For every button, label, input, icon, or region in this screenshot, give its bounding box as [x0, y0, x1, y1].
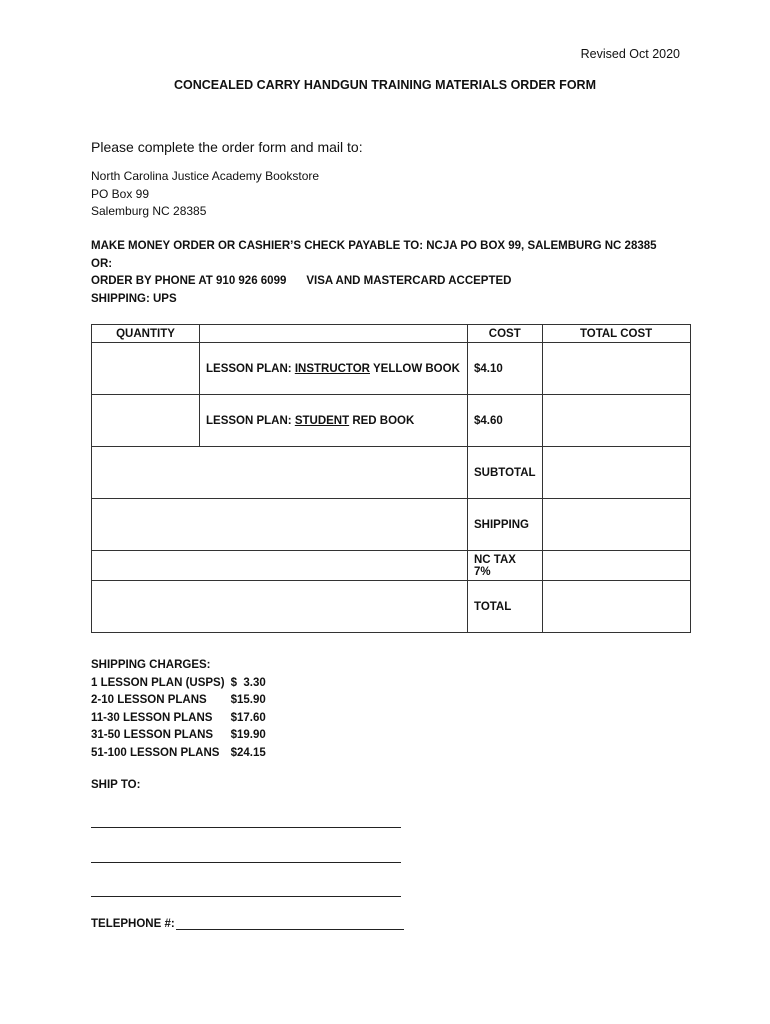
table-header-row — [92, 325, 691, 343]
quantity-input-cell[interactable] — [92, 343, 200, 395]
item-description — [200, 395, 468, 447]
table-row — [92, 343, 691, 395]
address-line: PO Box 99 — [91, 186, 150, 201]
item-description — [200, 343, 468, 395]
item-type: STUDENT — [294, 414, 350, 427]
phone-order-line — [91, 273, 657, 291]
tax-row — [92, 551, 691, 581]
total-input-cell[interactable] — [542, 581, 690, 633]
item-prefix: LESSON PLAN: — [206, 362, 295, 375]
ship-to-label: SHIP TO: — [91, 779, 141, 791]
item-suffix: RED BOOK — [349, 414, 415, 427]
total-cost-input-cell[interactable] — [542, 343, 690, 395]
charge-label: 1 LESSON PLAN (USPS) — [91, 676, 225, 689]
total-label: TOTAL — [468, 581, 543, 633]
total-row — [92, 581, 691, 633]
item-suffix: YELLOW BOOK — [370, 362, 460, 375]
unit-cost: $4.10 — [468, 343, 543, 395]
phone-order-text: ORDER BY PHONE AT 910 926 6099 — [91, 275, 287, 287]
order-table — [91, 324, 691, 633]
list-item — [91, 675, 266, 693]
shipping-charges-heading: SHIPPING CHARGES: — [91, 659, 211, 671]
total-cost-input-cell[interactable] — [542, 395, 690, 447]
revision-date: Revised Oct 2020 — [580, 47, 680, 61]
blank-cell — [92, 551, 468, 581]
shipping-label: SHIPPING — [468, 499, 543, 551]
item-prefix: LESSON PLAN: — [206, 414, 295, 427]
payable-to-text: MAKE MONEY ORDER OR CASHIER’S CHECK PAYABLE TO: NCJA PO BOX 99, SALEMBURG NC 28385 — [91, 240, 657, 252]
charge-label: 51-100 LESSON PLANS — [91, 746, 220, 759]
telephone-line[interactable] — [176, 917, 404, 930]
cost-header: COST — [468, 325, 543, 343]
list-item — [91, 710, 266, 728]
charge-price: $15.90 — [230, 694, 266, 706]
form-title: CONCEALED CARRY HANDGUN TRAINING MATERIALS ORDER FORM — [174, 78, 596, 92]
telephone-label: TELEPHONE #: — [91, 918, 175, 930]
shipping-charges-list — [91, 675, 266, 763]
item-type: INSTRUCTOR — [294, 362, 370, 375]
address-line: Salemburg NC 28385 — [91, 204, 207, 218]
payment-instructions — [91, 238, 657, 308]
subtotal-label: SUBTOTAL — [468, 447, 543, 499]
charge-price: $19.90 — [230, 729, 266, 741]
tax-label: NC TAX 7% — [468, 551, 543, 581]
blank-cell — [92, 581, 468, 633]
charge-price: $17.60 — [230, 711, 266, 724]
unit-cost: $4.60 — [468, 395, 543, 447]
intro-text: Please complete the order form and mail to: — [91, 139, 363, 155]
telephone-field — [91, 917, 404, 930]
cards-accepted-text: VISA AND MASTERCARD ACCEPTED — [306, 275, 512, 287]
ship-to-line-3[interactable] — [91, 895, 401, 897]
shipping-row — [92, 499, 691, 551]
or-text: OR: — [91, 257, 113, 270]
shipping-charges — [91, 657, 266, 762]
subtotal-row — [92, 447, 691, 499]
tax-input-cell[interactable] — [542, 551, 690, 581]
charge-price: $ 3.30 — [230, 676, 266, 689]
mailing-address — [91, 168, 319, 221]
charge-label: 31-50 LESSON PLANS — [91, 729, 214, 741]
subtotal-input-cell[interactable] — [542, 447, 690, 499]
charge-price: $24.15 — [230, 746, 266, 759]
blank-cell — [92, 499, 468, 551]
shipping-input-cell[interactable] — [542, 499, 690, 551]
list-item — [91, 745, 266, 763]
quantity-header: QUANTITY — [92, 325, 200, 343]
ship-to-line-2[interactable] — [91, 861, 401, 863]
charge-label: 11-30 LESSON PLANS — [91, 711, 213, 724]
item-header — [200, 325, 468, 343]
quantity-input-cell[interactable] — [92, 395, 200, 447]
table-row — [92, 395, 691, 447]
blank-cell — [92, 447, 468, 499]
total-cost-header: TOTAL COST — [542, 325, 690, 343]
charge-label: 2-10 LESSON PLANS — [91, 694, 207, 706]
ship-to-line-1[interactable] — [91, 826, 401, 828]
list-item — [91, 692, 266, 710]
shipping-method-text: SHIPPING: UPS — [91, 292, 177, 305]
address-line: North Carolina Justice Academy Bookstore — [91, 169, 320, 183]
list-item — [91, 727, 266, 745]
